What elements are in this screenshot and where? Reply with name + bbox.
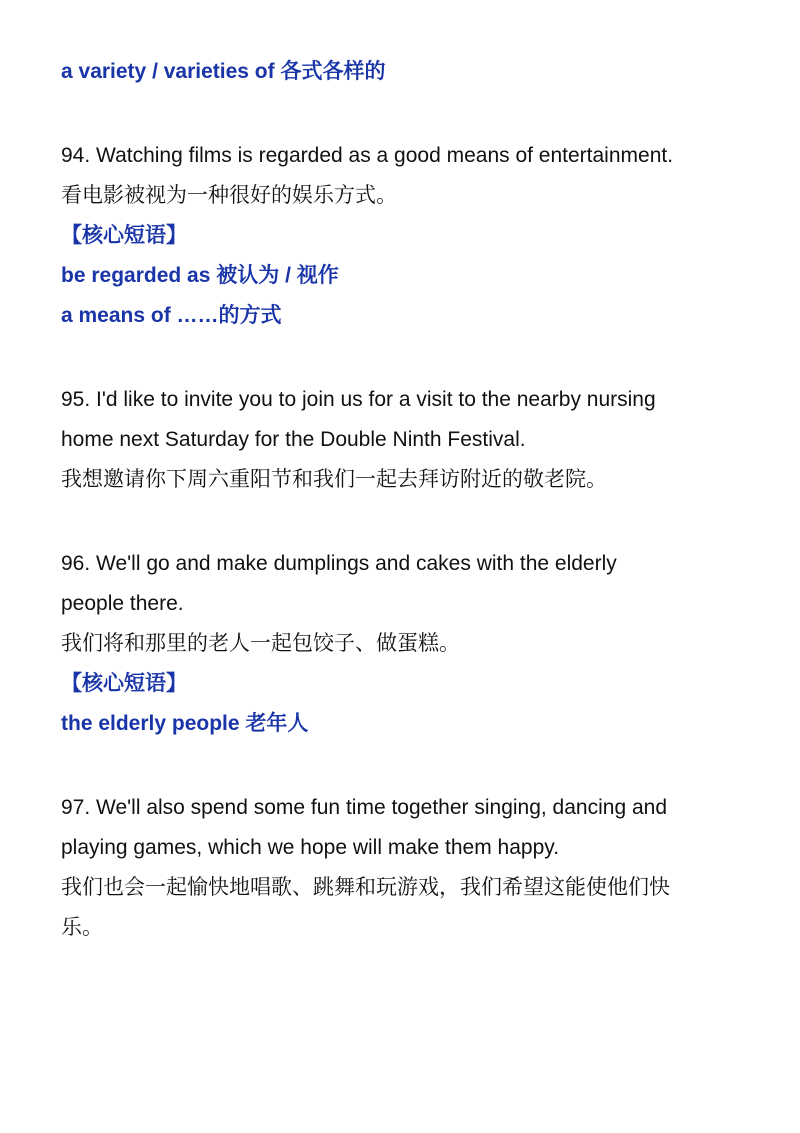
english-sentence: 95. I'd like to invite you to join us for a visit to the nearby nursing bbox=[61, 388, 656, 411]
sentence-item-96 bbox=[61, 544, 741, 744]
chinese-translation: 我想邀请你下周六重阳节和我们一起去拜访附近的敬老院。 bbox=[61, 468, 607, 491]
sentence-item-95 bbox=[61, 380, 741, 500]
sentence-item-97 bbox=[61, 788, 741, 948]
english-sentence: people there. bbox=[61, 592, 184, 615]
chinese-translation: 看电影被视为一种很好的娱乐方式。 bbox=[61, 184, 397, 207]
key-phrase: a variety / varieties of 各式各样的 bbox=[61, 60, 386, 83]
key-phrase: a means of ……的方式 bbox=[61, 304, 282, 327]
spacer bbox=[61, 92, 741, 136]
document-page bbox=[61, 52, 741, 948]
key-phrase: be regarded as 被认为 / 视作 bbox=[61, 264, 339, 287]
english-sentence: home next Saturday for the Double Ninth Festival. bbox=[61, 428, 526, 451]
spacer bbox=[61, 336, 741, 380]
key-phrase: the elderly people 老年人 bbox=[61, 712, 309, 735]
core-phrases-heading: 【核心短语】 bbox=[61, 224, 187, 247]
english-sentence: 94. Watching films is regarded as a good means of entertainment. bbox=[61, 144, 674, 167]
spacer bbox=[61, 500, 741, 544]
core-phrases-heading: 【核心短语】 bbox=[61, 672, 187, 695]
chinese-translation: 我们也会一起愉快地唱歌、跳舞和玩游戏，我们希望这能使他们快 bbox=[61, 876, 670, 899]
english-sentence: 96. We'll go and make dumplings and cakes with the elderly bbox=[61, 552, 617, 575]
sentence-item-94 bbox=[61, 136, 741, 336]
chinese-translation: 我们将和那里的老人一起包饺子、做蛋糕。 bbox=[61, 632, 460, 655]
english-sentence: 97. We'll also spend some fun time together singing, dancing and bbox=[61, 796, 667, 819]
chinese-translation: 乐。 bbox=[61, 916, 103, 939]
english-sentence: playing games, which we hope will make them happy. bbox=[61, 836, 560, 859]
spacer bbox=[61, 744, 741, 788]
